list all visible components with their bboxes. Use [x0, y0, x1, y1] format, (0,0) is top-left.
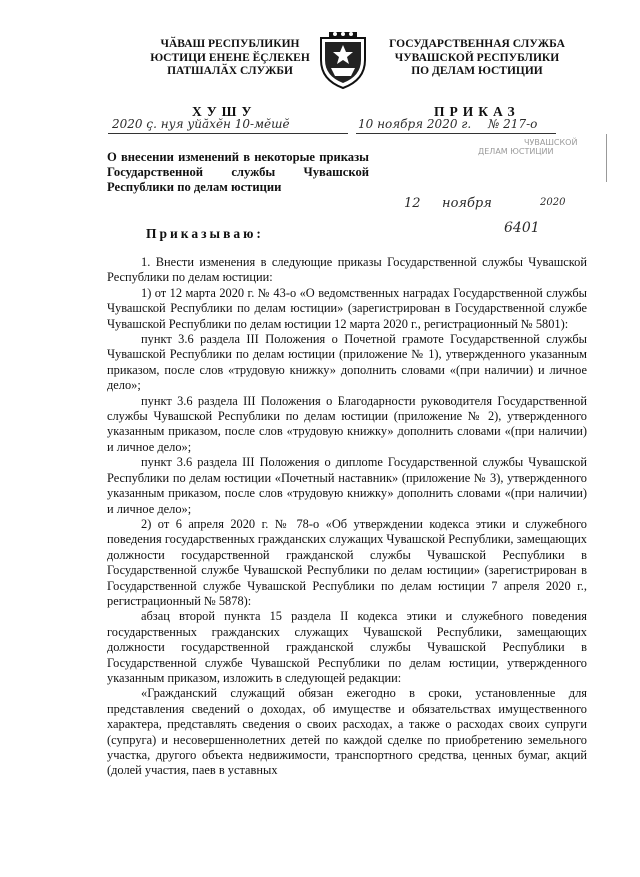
paragraph-5: пункт 3.6 раздела III Положения о диплome Государственной службы Чувашской Республики по делам юстиции «Почетный наставник» (приложение № 3), утвержденного указанным приказом, после слов «трудовую книжку» дополнить словами «(при наличии) и личное дело»; [107, 455, 587, 516]
header-left-line-2: ЮСТИЦИ ЕНЕНЕ ӖҪЛЕКЕН [150, 51, 310, 64]
document-body [107, 255, 587, 779]
paragraph-4: пункт 3.6 раздела III Положения о Благодарности руководителя Государственной службы Чувашской Республики по делам юстиции (приложение № 2), утвержденного указанным приказом, после слов «трудовую книжку» дополнить словами «(при наличии) и личное дело»; [107, 393, 587, 454]
stamp-registration-number: 6401 [504, 220, 540, 236]
stamp-line-1: ЧУВАШСКОЙ [524, 138, 578, 147]
paragraph-6: 2) от 6 апреля 2020 г. № 78-о «Об утверждении кодекса этики и служебного поведения государственных гражданских служащих Чувашской Республики, замещающих должности государственной гражданской службы Чувашской Республики в Государственной службе Чувашской Республики по делам юстиции» (зарегистрирован в Государственной службе Чувашской Республики по делам юстиции 7 апреля 2020 г., регистрационный № 5878): [107, 516, 587, 608]
paragraph-7: абзац второй пункта 15 раздела II кодекса этики и служебного поведения государственных гражданских служащих Чувашской Республики, замещающих должности государственной гражданской службы Чувашской Республики в Государственной службе Чувашской Республики по делам юстиции, утвержденного указанным приказом, изложить в следующей редакции: [107, 609, 587, 685]
order-directive-word: Приказываю: [146, 226, 264, 241]
header-right-org [382, 38, 572, 79]
handwritten-date-chuvash: 2020 ҫ. нуя уйӑхӗн 10-мӗшӗ [112, 117, 290, 131]
header-left-org [150, 38, 310, 79]
paragraph-3: пункт 3.6 раздела III Положения о Почетной грамоте Государственной службы Чувашской Республики по делам юстиции (приложение № 1), утвержденного указанным приказом, после слов «трудовую книжку» дополнить словами «(при наличии) и личное дело»; [107, 332, 587, 393]
date-underline-left [108, 133, 348, 134]
header-right-line-3: ПО ДЕЛАМ ЮСТИЦИИ [411, 65, 543, 77]
paragraph-1: 1. Внести изменения в следующие приказы Государственной службы Чувашской Республики по делам юстиции: [107, 255, 587, 285]
doc-type-chuvash: ХУШУ [192, 104, 257, 119]
registration-stamp [478, 138, 577, 156]
paragraph-2: 1) от 12 марта 2020 г. № 43-о «О ведомственных наградах Государственной службы Чувашской Республики по делам юстиции» (зарегистрирован в Государственной службе Чувашской Республики по делам юстиции 12 марта 2020 г., регистрационный № 5801): [107, 285, 587, 331]
handwritten-date-russian: 10 ноября 2020 г. [358, 117, 472, 131]
doc-type-russian: ПРИКАЗ [434, 104, 520, 119]
stamp-line-2: ДЕЛАМ ЮСТИЦИИ [478, 147, 554, 156]
date-underline-right [356, 133, 556, 134]
header-left-line-3: ПАТШАЛӐХ СЛУЖБИ [167, 65, 293, 77]
stamp-date-month: ноября [442, 196, 492, 211]
stamp-date-year: 2020 [540, 197, 566, 208]
header-left-line-1: ЧӐВАШ РЕСПУБЛИКИН [160, 38, 300, 50]
document-title: О внесении изменений в некоторые приказы Государственной службы Чувашской Республики по делам юстиции [107, 150, 369, 194]
chuvash-coat-of-arms-icon [315, 30, 371, 90]
paragraph-8: «Гражданский служащий обязан ежегодно в сроки, установленные для представления сведений о доходах, об имуществе и обязательствах имущественного характера, представлять сведения о своих расходах, а также о расходах своих супруги (супруга) и несовершеннолетних детей по каждой сделке по приобретению земельного участка, другого объекта недвижимости, транспортного средства, ценных бумаг, акций (долей участия, паев в уставных [107, 686, 587, 778]
header-right-line-1: ГОСУДАРСТВЕННАЯ СЛУЖБА [389, 38, 565, 50]
handwritten-order-number: № 217-о [488, 117, 538, 131]
stamp-border [606, 134, 607, 182]
header-right-line-2: ЧУВАШСКОЙ РЕСПУБЛИКИ [394, 51, 560, 64]
stamp-date-day: 12 [404, 196, 421, 211]
